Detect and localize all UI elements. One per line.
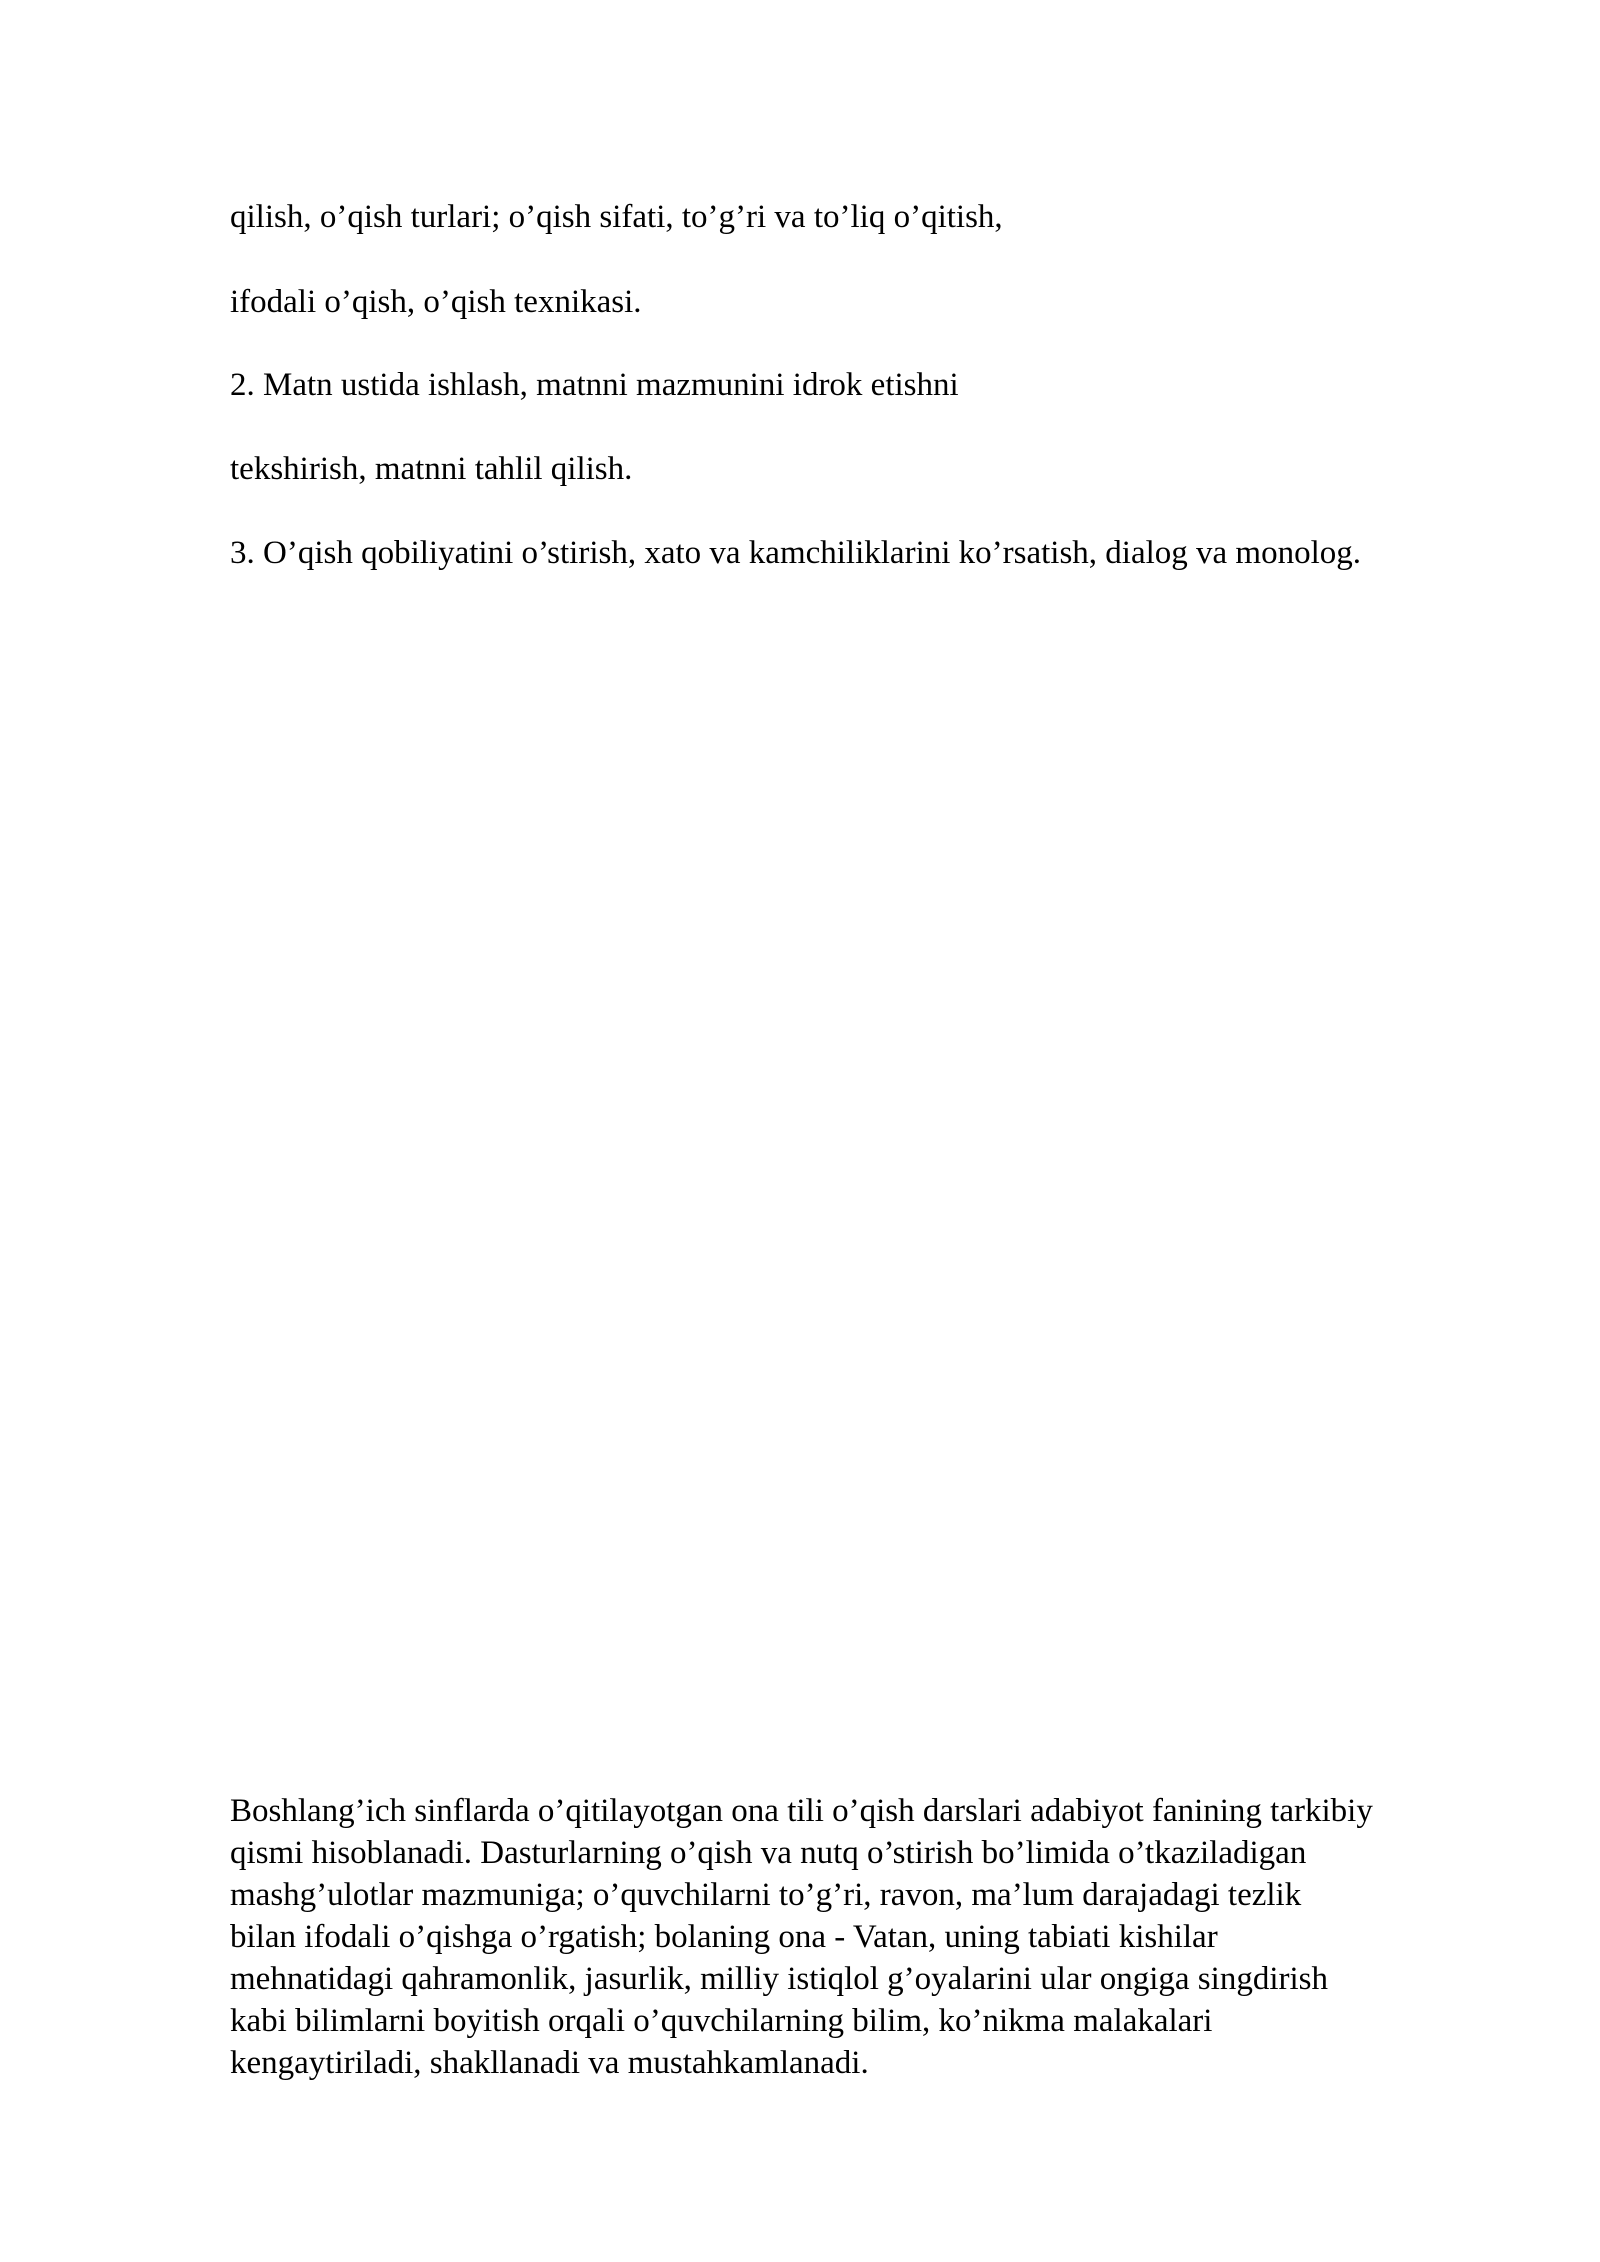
paragraph-line-2: qismi hisoblanadi. Dasturlarning o’qish va nutq o’stirish bo’limida o’tkaziladigan xyxy=(230,1835,1307,1871)
paragraph-line-1: Boshlang’ich sinflarda o’qitilayotgan ona tili o’qish darslari adabiyot fanining tarkibiy xyxy=(230,1793,1373,1829)
body-paragraph xyxy=(230,1790,1530,2084)
text-line-5: 3. O’qish qobiliyatini o’stirish, xato va kamchiliklarini ko’rsatish, dialog va monolog. xyxy=(230,535,1362,571)
text-line-2: ifodali o’qish, o’qish texnikasi. xyxy=(230,284,642,320)
paragraph-line-3: mashg’ulotlar mazmuniga; o’quvchilarni to’g’ri, ravon, ma’lum darajadagi tezlik xyxy=(230,1877,1302,1913)
paragraph-line-6: kabi bilimlarni boyitish orqali o’quvchilarning bilim, ko’nikma malakalari xyxy=(230,2003,1213,2039)
paragraph-line-5: mehnatidagi qahramonlik, jasurlik, milliy istiqlol g’oyalarini ular ongiga singdirish xyxy=(230,1961,1328,1997)
paragraph-line-4: bilan ifodali o’qishga o’rgatish; bolaning ona - Vatan, uning tabiati kishilar xyxy=(230,1919,1218,1955)
text-line-1: qilish, o’qish turlari; o’qish sifati, to’g’ri va to’liq o’qitish, xyxy=(230,199,1003,235)
text-line-4: tekshirish, matnni tahlil qilish. xyxy=(230,451,633,487)
paragraph-line-7: kengaytiriladi, shakllanadi va mustahkamlanadi. xyxy=(230,2045,869,2081)
text-line-3: 2. Matn ustida ishlash, matnni mazmunini idrok etishni xyxy=(230,367,959,403)
